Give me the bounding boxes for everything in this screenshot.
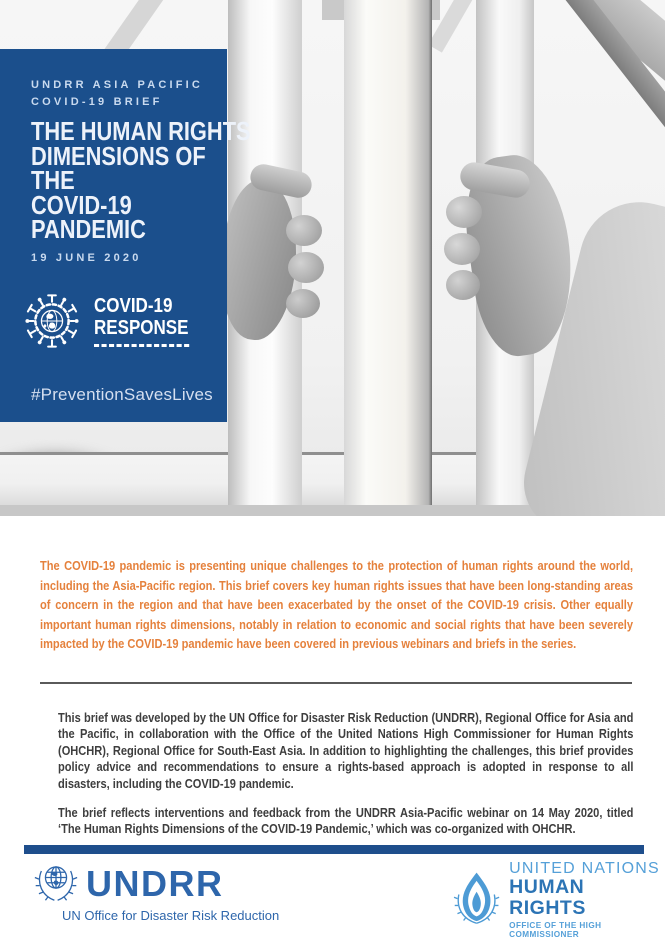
cover-blue-panel	[0, 49, 251, 422]
title-line-1: THE HUMAN RIGHTS	[31, 116, 251, 146]
kicker-line-2: COVID-19 BRIEF	[31, 96, 163, 108]
body-text	[58, 710, 633, 851]
ohchr-united-nations-label: UNITED NATIONS	[509, 860, 660, 877]
left-hand-finger	[286, 289, 320, 318]
undrr-logo-row	[30, 858, 279, 910]
covid19-response-logo	[20, 289, 206, 353]
covid19-response-wordmark	[94, 295, 189, 347]
ohchr-human-rights-label: HUMAN RIGHTS	[509, 876, 586, 919]
ohchr-flame-icon	[452, 869, 501, 931]
footer-blue-bar	[24, 845, 644, 854]
left-hand-finger	[288, 252, 324, 283]
right-hand-finger	[446, 270, 480, 300]
prevention-saves-lives-hashtag: #PreventionSavesLives	[31, 385, 213, 404]
brief-date: 19 JUNE 2020	[31, 252, 142, 264]
response-logo-line-1: COVID-19	[94, 295, 173, 317]
title-line-2: DIMENSIONS OF THE	[31, 140, 206, 195]
response-logo-line-2: RESPONSE	[94, 317, 189, 339]
body-paragraph-1: This brief was developed by the UN Office for Disaster Risk Reduction (UNDRR), Regional Office for Asia and the Pacific, in collaboration with the Office of the United Nations High Commissioner for Human Rights (OHCHR), Regional Office for South-East Asia. In addition to highlighting the challenges, this brief provides policy advice and recommendations to ensure a rights-based approach is adopted in response to all disasters, including the COVID-19 pandemic.	[58, 710, 634, 791]
undrr-tagline: UN Office for Disaster Risk Reduction	[62, 908, 280, 923]
un-human-rights-logo	[452, 860, 665, 939]
undrr-wordmark: UNDRR	[86, 863, 224, 904]
left-hand-finger	[286, 215, 322, 246]
intro-paragraph: The COVID-19 pandemic is presenting unique challenges to the protection of human rights around the world, including the Asia-Pacific region. This brief covers key human rights issues that have been long-standing areas of concern in the region and that have been exacerbated by the onset of the COVID-19 crisis. Other equally important human rights dimensions, notably in relation to economic and social rights that have been severely impacted by the COVID-19 pandemic have been covered in previous webinars and briefs in the series.	[40, 558, 634, 651]
brief-kicker	[31, 77, 203, 111]
dashed-underline	[94, 344, 189, 347]
undrr-logo	[30, 858, 279, 923]
photo-white-post-center	[344, 0, 432, 516]
ohchr-office-label: OFFICE OF THE HIGH COMMISSIONER	[509, 921, 602, 939]
page-title	[31, 116, 251, 244]
kicker-line-1: UNDRR ASIA PACIFIC	[31, 79, 204, 91]
section-divider-line	[40, 682, 632, 684]
title-line-4: PANDEMIC	[31, 214, 146, 244]
right-hand-finger	[444, 233, 480, 265]
ohchr-wordmark	[509, 860, 665, 939]
right-hand-finger	[446, 196, 482, 228]
title-line-3: COVID-19	[31, 189, 132, 220]
covid19-virus-globe-icon	[20, 289, 84, 353]
un-emblem-icon	[30, 858, 82, 910]
body-paragraph-2: The brief reflects interventions and feedback from the UNDRR Asia-Pacific webinar on 14 May 2020, titled ‘The Human Rights Dimensions of the COVID-19 Pandemic,’ which was co-organized with OHCHR.	[58, 805, 634, 837]
